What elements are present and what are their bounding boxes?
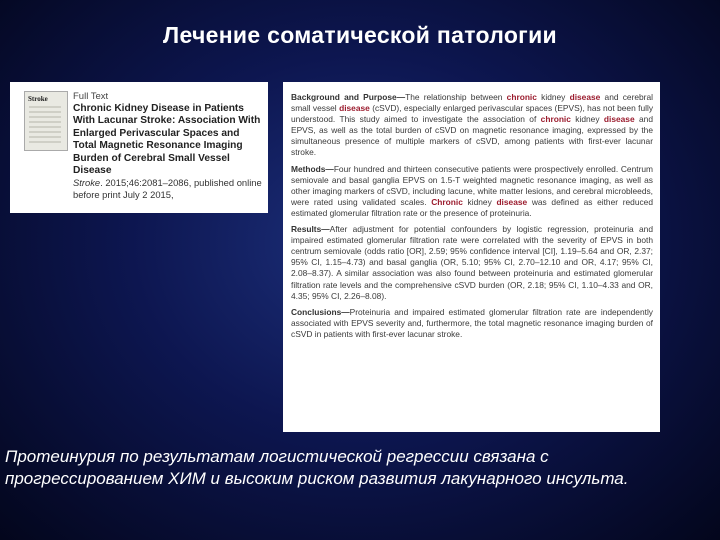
caption-line-1: Протеинурия по результатам логистической регрессии связана с	[5, 447, 549, 466]
citation-card	[10, 82, 268, 213]
journal-name: Stroke	[73, 177, 101, 189]
abstract-text	[291, 92, 653, 345]
abstract-card	[283, 82, 660, 432]
slide-caption	[5, 446, 720, 490]
paper-source-details: . 2015;46:2081–2086, published online before print July 2 2015,	[73, 177, 262, 201]
background-text: (cSVD), especially enlarged perivascular spaces (EPVS), has not been fully understood. This study aimed to investigate the association of	[291, 103, 654, 125]
conclusions-heading: Conclusions—	[291, 306, 350, 317]
journal-cover-lines	[29, 106, 61, 144]
methods-text: Four hundred and thirteen consecutive patients were prospectively enrolled. Centrum semiovale and basal ganglia EPVS on 1.5-T weighted magnetic resonance imaging, as well as other imaging markers of cSVD, including lacune, white matter lesions, and cerebral microbleeds, were rated using validated scales.	[291, 163, 653, 207]
abstract-conclusions	[291, 307, 653, 340]
keyword-highlight: disease	[339, 103, 370, 114]
methods-heading: Methods—	[291, 163, 334, 174]
background-text: and cerebral small vessel	[291, 92, 653, 114]
background-text: kidney	[536, 92, 570, 102]
keyword-highlight: disease	[496, 196, 528, 207]
citation-text	[73, 91, 265, 201]
results-heading: Results—	[291, 224, 330, 235]
caption-line-2: прогрессированием ХИМ и высоким риском развития лакунарного инсульта.	[5, 469, 629, 488]
background-heading: Background and Purpose—	[291, 92, 406, 102]
keyword-highlight: chronic	[540, 114, 571, 125]
background-text: and EPVS, as well as the total burden of cSVD on magnetic resonance imaging, expressed by the simultaneous presence of multiple markers of cSVD, among patients with first-ever lacunar stroke.	[291, 114, 653, 158]
keyword-highlight: Chronic	[431, 196, 463, 207]
methods-text: kidney	[462, 196, 497, 207]
full-text-label: Full Text	[73, 91, 109, 102]
background-text: kidney	[570, 114, 604, 125]
keyword-highlight: disease	[569, 92, 601, 102]
abstract-methods	[291, 164, 653, 219]
background-text: The relationship between	[405, 92, 507, 102]
slide-title: Лечение соматической патологии	[163, 22, 557, 48]
methods-text: was defined as either reduced estimated glomerular filtration rate or the presence of proteinuria.	[291, 196, 653, 218]
journal-cover-name: Stroke	[28, 95, 48, 103]
keyword-highlight: disease	[603, 114, 635, 125]
paper-source	[73, 177, 265, 201]
abstract-background	[291, 92, 653, 159]
keyword-highlight: chronic	[506, 92, 537, 102]
paper-title: Chronic Kidney Disease in Patients With Lacunar Stroke: Association With Enlarged Perivascular Spaces and Total Magnetic Resonance Imaging Burden of Cerebral Small Vessel Disease	[73, 103, 261, 177]
journal-cover-image	[24, 91, 68, 151]
abstract-results	[291, 224, 653, 302]
conclusions-text: Proteinuria and impaired estimated glomerular filtration rate are independently associated with EPVS severity and, furthermore, the total magnetic resonance imaging burden of cSVD in patients with first-ever lacunar stroke.	[291, 306, 653, 339]
results-text: After adjustment for potential confounders by logistic regression, proteinuria and impaired estimated glomerular filtration rate were correlated with the severity of EPVS in both centrum semiovale (odds ratio [OR], 2.59; 95% confidence interval [CI], 1.19–5.64 and OR, 2.37; 95% CI, 1.15–4.73) and basal ganglia (OR, 5.10; 95% CI, 2.70–12.10 and OR, 4.17; 95% CI, 2.08–8.37). A similar association was also found between proteinuria and estimated glomerular filtration rate levels and the comprehensive cSVD burden (OR, 2.18; 95% CI, 1.10–4.33 and OR, 4.35; 95% CI, 2.26–8.08).	[291, 224, 653, 301]
